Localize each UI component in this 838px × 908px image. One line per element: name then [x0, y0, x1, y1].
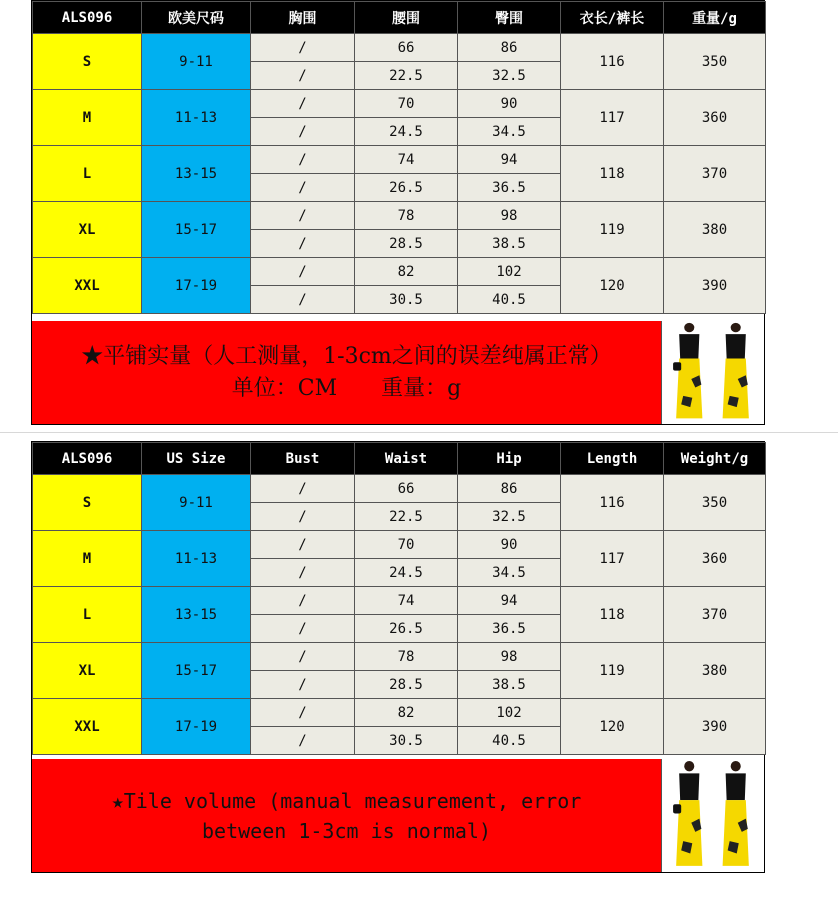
waist-cell: 74: [355, 587, 458, 615]
column-header: 腰围: [355, 2, 458, 34]
hip-cell: 34.5: [458, 118, 561, 146]
table-row: [33, 146, 766, 174]
column-header: Hip: [458, 443, 561, 475]
size-cell: XXL: [33, 699, 142, 755]
bust-cell: /: [251, 90, 355, 118]
note-line-2: 单位：CM 重量：g: [231, 375, 462, 401]
size-cell: L: [33, 587, 142, 643]
waist-cell: 30.5: [355, 286, 458, 314]
waist-cell: 78: [355, 202, 458, 230]
product-photo: [663, 759, 764, 872]
size-cell: M: [33, 90, 142, 146]
size-cell: XL: [33, 643, 142, 699]
hip-cell: 98: [458, 643, 561, 671]
weight-cell: 360: [664, 531, 766, 587]
hip-cell: 40.5: [458, 286, 561, 314]
column-header: Length: [561, 443, 664, 475]
bust-cell: /: [251, 531, 355, 559]
hip-cell: 94: [458, 587, 561, 615]
length-cell: 117: [561, 90, 664, 146]
table-row: [33, 531, 766, 559]
hip-cell: 102: [458, 699, 561, 727]
waist-cell: 74: [355, 146, 458, 174]
waist-cell: 24.5: [355, 559, 458, 587]
hip-cell: 32.5: [458, 62, 561, 90]
hip-cell: 32.5: [458, 503, 561, 531]
us-size-cell: 17-19: [142, 258, 251, 314]
note-line-2: between 1-3cm is normal): [202, 818, 491, 843]
waist-cell: 70: [355, 531, 458, 559]
waist-cell: 82: [355, 258, 458, 286]
hip-cell: 90: [458, 90, 561, 118]
table-row: [33, 699, 766, 727]
hip-cell: 38.5: [458, 230, 561, 258]
us-size-cell: 9-11: [142, 475, 251, 531]
weight-cell: 350: [664, 34, 766, 90]
size-chart-english: [31, 441, 765, 873]
header-row: [33, 443, 766, 475]
bust-cell: /: [251, 503, 355, 531]
size-table: [32, 442, 766, 755]
size-cell: S: [33, 475, 142, 531]
bust-cell: /: [251, 286, 355, 314]
us-size-cell: 15-17: [142, 643, 251, 699]
hip-cell: 86: [458, 34, 561, 62]
table-row: [33, 587, 766, 615]
length-cell: 119: [561, 643, 664, 699]
hip-cell: 34.5: [458, 559, 561, 587]
waist-cell: 30.5: [355, 727, 458, 755]
waist-cell: 22.5: [355, 503, 458, 531]
product-photo-two-models: [663, 321, 764, 424]
column-header: Waist: [355, 443, 458, 475]
us-size-cell: 13-15: [142, 146, 251, 202]
waist-cell: 28.5: [355, 671, 458, 699]
weight-cell: 350: [664, 475, 766, 531]
size-cell: L: [33, 146, 142, 202]
size-chart-chinese: [31, 0, 765, 425]
waist-cell: 66: [355, 34, 458, 62]
table-row: [33, 202, 766, 230]
us-size-cell: 9-11: [142, 34, 251, 90]
waist-cell: 22.5: [355, 62, 458, 90]
column-header: Weight/g: [664, 443, 766, 475]
bust-cell: /: [251, 699, 355, 727]
length-cell: 118: [561, 146, 664, 202]
bust-cell: /: [251, 643, 355, 671]
header-row: [33, 2, 766, 34]
column-header: ALS096: [33, 443, 142, 475]
note-line-1: ★Tile volume (manual measurement, error: [111, 788, 582, 813]
waist-cell: 82: [355, 699, 458, 727]
length-cell: 120: [561, 258, 664, 314]
hip-cell: 94: [458, 146, 561, 174]
table-row: [33, 643, 766, 671]
length-cell: 116: [561, 475, 664, 531]
bust-cell: /: [251, 174, 355, 202]
us-size-cell: 11-13: [142, 90, 251, 146]
weight-cell: 380: [664, 643, 766, 699]
bust-cell: /: [251, 146, 355, 174]
column-header: US Size: [142, 443, 251, 475]
length-cell: 116: [561, 34, 664, 90]
waist-cell: 66: [355, 475, 458, 503]
table-row: [33, 90, 766, 118]
waist-cell: 78: [355, 643, 458, 671]
hip-cell: 90: [458, 531, 561, 559]
bust-cell: /: [251, 118, 355, 146]
weight-cell: 370: [664, 587, 766, 643]
weight-cell: 370: [664, 146, 766, 202]
size-cell: S: [33, 34, 142, 90]
bust-cell: /: [251, 202, 355, 230]
size-cell: XXL: [33, 258, 142, 314]
table-row: [33, 34, 766, 62]
note-line-1: ★平铺实量（人工测量，1-3cm之间的误差纯属正常）: [81, 343, 612, 369]
size-cell: XL: [33, 202, 142, 258]
size-table: [32, 1, 766, 314]
column-header: 衣长/裤长: [561, 2, 664, 34]
waist-cell: 28.5: [355, 230, 458, 258]
column-header: 臀围: [458, 2, 561, 34]
weight-cell: 360: [664, 90, 766, 146]
bust-cell: /: [251, 587, 355, 615]
hip-cell: 38.5: [458, 671, 561, 699]
length-cell: 117: [561, 531, 664, 587]
us-size-cell: 11-13: [142, 531, 251, 587]
size-cell: M: [33, 531, 142, 587]
hip-cell: 40.5: [458, 727, 561, 755]
table-row: [33, 258, 766, 286]
us-size-cell: 15-17: [142, 202, 251, 258]
product-photo: [663, 321, 764, 424]
bust-cell: /: [251, 559, 355, 587]
column-header: 欧美尺码: [142, 2, 251, 34]
hip-cell: 36.5: [458, 615, 561, 643]
table-row: [33, 475, 766, 503]
waist-cell: 70: [355, 90, 458, 118]
weight-cell: 390: [664, 258, 766, 314]
bust-cell: /: [251, 671, 355, 699]
column-header: Bust: [251, 443, 355, 475]
weight-cell: 390: [664, 699, 766, 755]
waist-cell: 24.5: [355, 118, 458, 146]
column-header: 胸围: [251, 2, 355, 34]
waist-cell: 26.5: [355, 615, 458, 643]
measurement-note: [32, 759, 662, 872]
length-cell: 118: [561, 587, 664, 643]
product-photo-two-models: [663, 759, 764, 872]
column-header: ALS096: [33, 2, 142, 34]
length-cell: 120: [561, 699, 664, 755]
bust-cell: /: [251, 615, 355, 643]
waist-cell: 26.5: [355, 174, 458, 202]
hip-cell: 86: [458, 475, 561, 503]
bust-cell: /: [251, 34, 355, 62]
column-header: 重量/g: [664, 2, 766, 34]
hip-cell: 36.5: [458, 174, 561, 202]
bust-cell: /: [251, 230, 355, 258]
us-size-cell: 17-19: [142, 699, 251, 755]
bust-cell: /: [251, 475, 355, 503]
us-size-cell: 13-15: [142, 587, 251, 643]
weight-cell: 380: [664, 202, 766, 258]
bust-cell: /: [251, 258, 355, 286]
measurement-note: [32, 321, 662, 424]
bust-cell: /: [251, 62, 355, 90]
hip-cell: 102: [458, 258, 561, 286]
bust-cell: /: [251, 727, 355, 755]
section-divider: [0, 432, 838, 433]
hip-cell: 98: [458, 202, 561, 230]
length-cell: 119: [561, 202, 664, 258]
